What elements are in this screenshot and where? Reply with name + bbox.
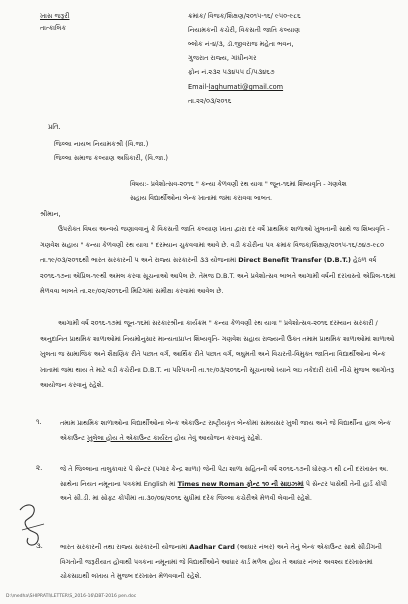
immediate-tag: તાત્કાલિક: [40, 24, 67, 32]
item-2-text-a: જે તે જિલ્લાના તાલુકાવાર પે સેન્ટર (પગાર કેન્દ્ર શાળા) જેની પેટા શાળા સહિતની વર્ષ ૨૦૧૬-૧૭ની ધોરણ-૧ થી ૮ની દરખાસ્ત અ. સાથેના નિયત નમૂનાના પત્રકમાં English માં: [60, 465, 389, 488]
email-label: Email-: [188, 83, 209, 91]
salutation: શ્રીમાન,: [40, 210, 61, 218]
item-1-number: ૧.: [36, 418, 42, 426]
office-phone: ફોન નં.૨૩૨ ૫૩૪૫૫ ઈ/૫૩૪૬૭: [188, 68, 275, 76]
item-3-text-c: (આધાર નંબર) અને તેનું બેન્ક એકાઉન્ટ સાથે સીડીંગની વિગતોની જરૂરીયાત હોવાથી પત્રકના નમૂનામાં જે વિદ્યાર્થીઓને આધાર કાર્ડ મળેલ હોય તે આધાર નંબર અવશ્ય દરખાસ્તમાં ચોકસાઇથી લખાય તે મુજબ દરખાસ્ત મેળવવાની રહેશે.: [60, 543, 382, 580]
letter-date: તા.૨૨/૦૩/૨૦૧૬: [188, 97, 232, 105]
file-path-footer: D:\medha\SHIPRATI\LETTER\S_2016-16\DBT-2016 pen.doc: [6, 594, 137, 600]
reference-number: ક્રમાંક/ વિજક/શિક્ષણ/૨૦૧૫-૧૬/ ૯૫૦-૯૮૬: [188, 12, 301, 20]
urgent-tag: ખાસ જરૂરી: [40, 12, 70, 20]
aadhar-card-term: Aadhar Card: [189, 543, 235, 551]
subject-line1: વિષય:- પ્રવેશોત્સવ-૨૦૧૬ " કન્યા કેળવણી રથ યાત્રા " જૂન-૧૬માં શિષ્યવૃતિ - ગણવેશ: [130, 180, 347, 188]
paragraph-plan: આગામી વર્ષ ૨૦૧૬-૧૭માં જૂન-૧૬માં સરકારશ્રીના કાર્યક્રમ " કન્યા કેળવણી રથ યાત્રા " પ્રવેશોત્સવ-૨૦૧૬ દરમ્યાન સરકારી / અનુદાનિત પ્રાથમિક શાળાઓમાં નિયમોનુસાર માન્યતાપ્રાપ્ત શિષ્યવૃતિ- ગણવેશ સહાય રાજ્યની ઉક્ત તમામ પ્રાથમિક શાળાઓમાં શાળાઓ ખુલતા જ સામાજિક અને શૈક્ષણિક રીતે પછાત વર્ગ, આર્થિક રીતે પછાત વર્ગ, લઘુમતી અને વિચરતી-વિમુક્ત જાતિના વિદ્યાર્થીઓના બેન્ક ખાતામાં જમા થાય તે માટે વડી કચેરીના D.B.T. ના પરિપત્રની તા.૧૯/૦૩/૨૦૧૬ની સૂચનાઓ ધ્યાને લઇ તકેદારી રાખી નીચે મુજબ આગોતરૂ આયોજન કરવાનું રહેશે.: [40, 319, 395, 389]
handwritten-mark: [16, 500, 50, 552]
office-address-line2: ગુજરાત રાજ્ય, ગાંધીનગર: [188, 54, 257, 62]
item-2-text: [60, 462, 396, 506]
office-address-line1: બ્લોક નં-૪/૩, ડૉ.જીવરાજ મહેતા ભવન,: [188, 40, 294, 48]
item-1-text-c: હોય તેવું આયોજન કરવાનું રહેશે.: [174, 433, 263, 442]
item-3-text-a: ભારત સરકારની તથા રાજ્ય સરકારની યોજનામાં: [60, 543, 188, 551]
recipient-line1: જિલ્લા નાયબ નિયામકશ્રી (વિ.જા.): [54, 140, 149, 148]
item-2-text-c: પે સેન્ટર પાસેથી તેની હાર્ડ કોપી અને સી.ડી. માં સોફ્ટ કોપીમાં તા.૩૦/૦૪/૨૦૧૬ સુધીમાં દરેક જિલ્લા કચેરીએ મેળવી લેવાની રહેશે.: [60, 479, 388, 502]
email-link[interactable]: laghumati@gmail.com: [208, 83, 284, 91]
item-2-number: ૨.: [36, 464, 43, 472]
subject-line2: સહાય વિદ્યાર્થીઓના બેન્ક ખાતામાં જમા કરાવવા બાબત.: [130, 194, 273, 202]
paragraph-intro-text-c: હેઠળ વર્ષ ૨૦૧૬-૧૭ના એપ્રિલ-૧૯થી અમલ કરવા સૂચનાઓ આપેલ છે. તેમજ D.B.T. અને પ્રવેશોત્સવ બાબતે આગામી વર્ષની દરખાસ્તો એપ્રિલ-૧૬માં મેળવવા બાબતે તા.૨૯/૦૨/૨૦૧૬ની મિટિંગમાં સમીક્ષા કરવામાં આવેલ છે.: [40, 256, 396, 295]
recipient-line2: જિલ્લા સમાજ કલ્યાણ અધિકારી, (વિ.જા.): [54, 154, 168, 162]
item-1-text-a: તમામ પ્રાથમિક શાળાઓના વિદ્યાર્થીઓના બેન્ક એકાઉન્ટ રાષ્ટ્રીયકૃત બેન્કોમાં સમયસર ખુલી જાય અને જે વિદ્યાર્થીના હાલ બેન્ક એકાઉન્ટ: [60, 419, 392, 442]
prati-label: પ્રતિ.: [48, 123, 61, 131]
item-1-underlined: ખુલેલા હોય તે એકાઉન્ટ કાર્યરત: [87, 433, 173, 442]
item-1-text: [60, 416, 396, 445]
item-3-number: ૩.: [36, 542, 43, 550]
item-2-font-note: Times new Roman ફોન્ટ ૧૦ ની સાઇઝમાં: [177, 479, 304, 488]
dbt-term: Direct Benefit Transfer (D.B.T.): [238, 256, 351, 264]
paragraph-intro-text-a: ઉપરોક્ત વિષય અન્વયે જણાવવાનું કે વિકસતી જાતિ કલ્યાણ ખાતા દ્વારા દર વર્ષે પ્રાથમિક શાળાઓ ખુલતાની સાથે જ શિષ્યવૃતિ - ગણવેશ સહાય " કન્યા કેળવણી રથ યાત્રા " દરમ્યાન ચુકવવામાં આવે છે. વડી કચેરીના પત્ર ક્રમાંક વિજક/શિક્ષણ/૨૦૧૫-૧૬/૭૪૭-૯૮૦ તા.૧૯/૦૩/૨૦૧૬થી ભારત સરકારની પ અને રાજ્ય સરકારની ૩૩ યોજનામાં: [40, 225, 390, 264]
item-3-text: [60, 540, 396, 584]
paragraph-intro: [40, 222, 396, 300]
office-email: [188, 83, 283, 91]
office-name: નિયામકની કચેરી, વિકસતી જાતિ કલ્યાણ: [188, 26, 300, 34]
